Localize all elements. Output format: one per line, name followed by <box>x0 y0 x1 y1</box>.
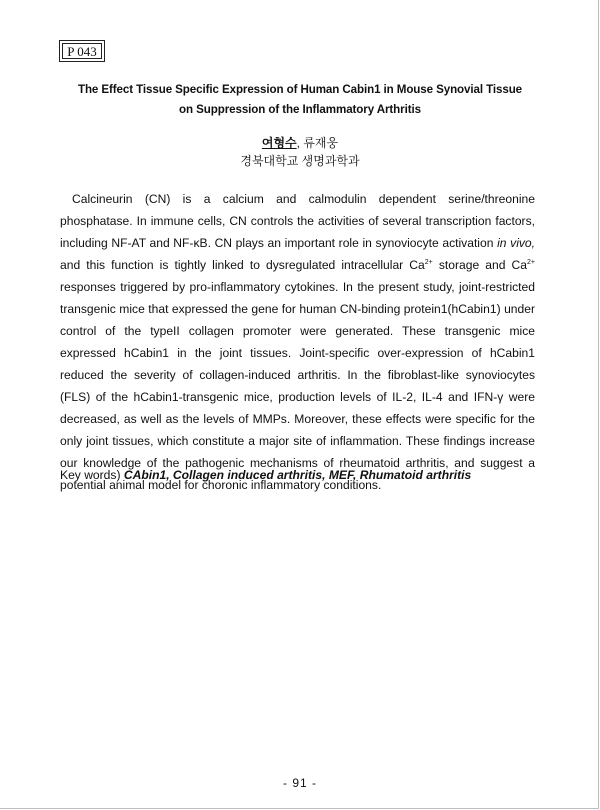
author-list <box>40 134 560 152</box>
keywords-values: CAbin1, Collagen induced arthritis, MEF, Rhumatoid arthritis <box>123 468 472 482</box>
abstract-text-2: and this function is tightly linked to dysregulated intracellular Ca <box>60 258 425 272</box>
superscript-charge-2: 2+ <box>527 259 535 266</box>
superscript-charge-1: 2+ <box>424 259 433 266</box>
abstract-text-4: responses triggered by pro-inflammatory cytokines. In the present study, joint-restricted transgenic mice that expressed the gene for human CN-binding protein1(hCabin1) under control of the typeII collagen promoter were generated. These transgenic mice expressed hCabin1 in the joint tissues. Joint-specific over-expression of hCabin1 reduced the severity of collagen-induced arthritis. In the fibroblast-like synoviocytes (FLS) of the hCabin1-transgenic mice, production levels of IL-2, IL-4 and IFN-γ were decreased, as well as the levels of MMPs. Moreover, these effects were specific for the only joint tissues, which constitute a major site of inflammation. These findings increase our knowledge of the pathogenic mechanisms of rheumatoid arthritis, and suggest a potential animal model for choronic inflammatory conditions. <box>60 280 535 492</box>
abstract-body <box>60 188 535 496</box>
abstract-italic-in-vivo: in vivo, <box>497 236 536 250</box>
paper-title <box>40 80 560 120</box>
co-author: 류재웅 <box>303 136 339 150</box>
title-line-1: The Effect Tissue Specific Expression of Human Cabin1 in Mouse Synovial Tissue <box>77 83 523 96</box>
abstract-text-1: Calcineurin (CN) is a calcium and calmodulin dependent serine/threonine phosphatase. In immune cells, CN controls the activities of several transcription factors, including NF-AT and NF-κB. CN plays an important role in synoviocyte activation <box>60 192 535 250</box>
author-separator: , <box>296 136 304 150</box>
title-line-2: on Suppression of the Inflammatory Arthritis <box>179 103 421 116</box>
affiliation: 경북대학교 생명과학과 <box>240 154 360 168</box>
keywords-label: Key words) <box>60 468 121 482</box>
abstract-text-3: storage and Ca <box>432 258 528 272</box>
keywords-line <box>60 465 540 485</box>
page-number: - 91 - <box>282 776 317 790</box>
presenting-author: 여형수 <box>261 136 297 150</box>
poster-number: P 043 <box>62 43 102 59</box>
poster-number-badge <box>59 40 105 62</box>
